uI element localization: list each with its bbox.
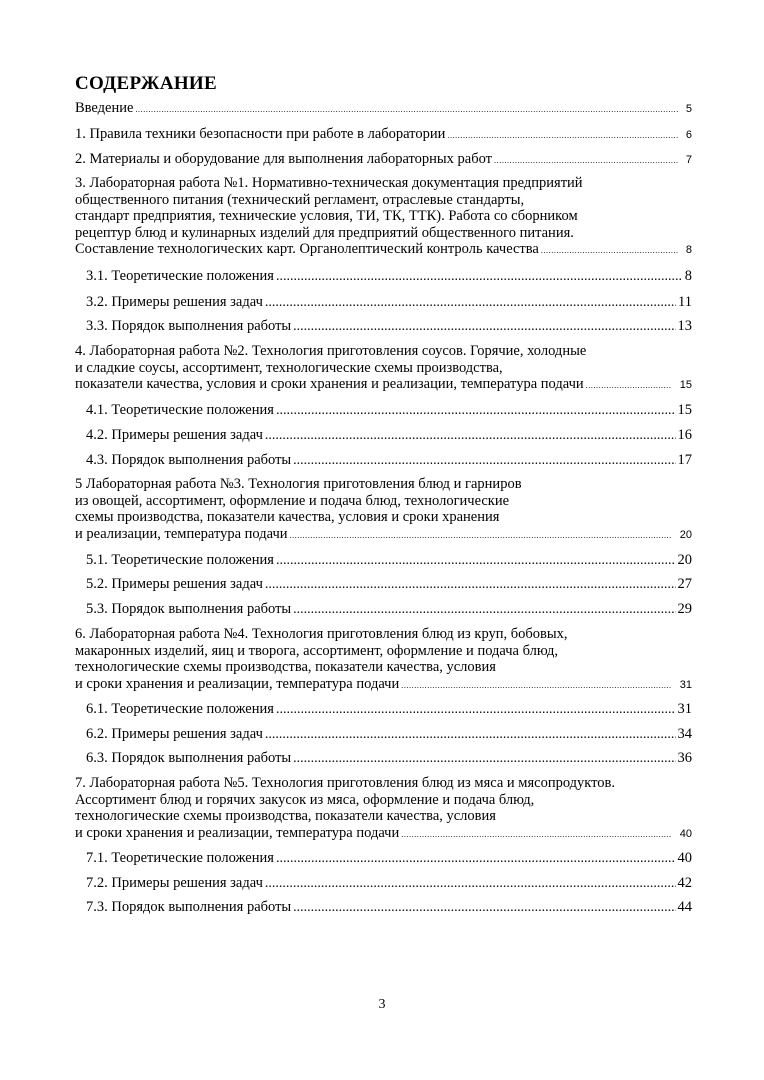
toc-entry-label: и сроки хранения и реализации, температура подачи: [75, 675, 400, 692]
toc-entry-line: из овощей, ассортимент, оформление и подача блюд, технологические: [75, 492, 510, 509]
toc-entry-label: 4.2. Примеры решения задач: [86, 427, 263, 443]
toc-entry-label: 4.3. Порядок выполнения работы: [86, 452, 292, 468]
dot-leader: [293, 453, 675, 469]
toc-entry-line: макаронных изделий, яиц и творога, ассортимент, оформление и подача блюд,: [75, 642, 558, 659]
toc-entry-page: 8: [685, 244, 692, 257]
toc-entry-label: 7.3. Порядок выполнения работы: [86, 899, 292, 915]
toc-entry-label: Введение: [75, 100, 134, 116]
toc-entry-line: 3. Лабораторная работа №1. Нормативно-техническая документация предприятий: [75, 175, 583, 191]
dot-leader: [447, 131, 678, 140]
toc-entry-section-1[interactable]: [75, 126, 692, 143]
dot-leader: [541, 243, 678, 260]
dot-leader: [276, 851, 676, 867]
toc-entry-section-6-3[interactable]: [86, 750, 692, 767]
toc-entry-section-4-2[interactable]: [86, 427, 692, 444]
dot-leader: [586, 378, 672, 395]
dot-leader: [401, 678, 672, 695]
toc-entry-line: стандарт предприятия, технические условия, ТИ, ТК, ТТК). Работа со сборником: [75, 208, 578, 225]
toc-entry-section-3-3[interactable]: [86, 318, 692, 335]
toc-entry-page: 13: [677, 318, 692, 334]
toc-entry-page: 31: [679, 678, 692, 691]
toc-entry-line: 6. Лабораторная работа №4. Технология приготовления блюд из круп, бобовых,: [75, 626, 568, 642]
toc-entry-page: 8: [684, 268, 692, 284]
toc-entry-page: 40: [677, 850, 692, 866]
toc-entry-line: и сладкие соусы, ассортимент, технологические схемы производства,: [75, 359, 503, 376]
toc-entry-label: показатели качества, условия и сроки хранения и реализации, температура подачи: [75, 376, 584, 393]
toc-entry-label: 5.3. Порядок выполнения работы: [86, 601, 292, 617]
toc-entry-section-5[interactable]: [75, 476, 692, 544]
toc-entry-label: 7.2. Примеры решения задач: [86, 875, 263, 891]
toc-entry-label: и реализации, температура подачи: [75, 525, 288, 542]
toc-entry-page: 27: [677, 576, 692, 592]
toc-entry-page: 20: [677, 552, 692, 568]
toc-entry-page: 42: [677, 875, 692, 891]
dot-leader: [265, 577, 676, 593]
toc-entry-page: 34: [677, 726, 692, 742]
toc-entry-line: 4. Лабораторная работа №2. Технология приготовления соусов. Горячие, холодные: [75, 343, 587, 359]
toc-entry-line: общественного питания (технический регламент, отраслевые стандарты,: [75, 191, 525, 208]
dot-leader: [265, 295, 676, 311]
dot-leader: [293, 602, 675, 618]
toc-entry-section-4[interactable]: [75, 343, 692, 395]
toc-entry-line: схемы производства, показатели качества, условия и сроки хранения: [75, 509, 500, 526]
toc-entry-label: 6.2. Примеры решения задач: [86, 726, 263, 742]
toc-entry-section-7-3[interactable]: [86, 899, 692, 916]
toc-entry-section-2[interactable]: [75, 151, 692, 168]
dot-leader: [265, 727, 676, 743]
toc-entry-section-3-2[interactable]: [86, 294, 692, 311]
toc-entry-page: 40: [679, 827, 692, 840]
toc-entry-page: 7: [685, 154, 692, 166]
toc-entry-section-3[interactable]: [75, 175, 692, 260]
dot-leader: [494, 156, 678, 165]
toc-entry-page: 6: [685, 129, 692, 141]
dot-leader: [265, 876, 676, 892]
toc-entry-section-7-2[interactable]: [86, 875, 692, 892]
dot-leader: [265, 428, 676, 444]
toc-entry-line: Ассортимент блюд и горячих закусок из мяса, оформление и подача блюд,: [75, 791, 535, 808]
toc-entry-section-6-1[interactable]: [86, 701, 692, 718]
toc-entry-label: и сроки хранения и реализации, температура подачи: [75, 824, 400, 841]
toc-entry-intro[interactable]: [75, 100, 692, 117]
toc-title: СОДЕРЖАНИЕ: [75, 73, 217, 94]
toc-entry-section-4-1[interactable]: [86, 402, 692, 419]
dot-leader: [293, 751, 675, 767]
toc-entry-section-6-2[interactable]: [86, 726, 692, 743]
toc-entry-page: 5: [685, 103, 692, 115]
toc-entry-label: 1. Правила техники безопасности при работе в лаборатории: [75, 126, 446, 142]
toc-entry-label: 7.1. Теоретические положения: [86, 850, 274, 866]
toc-entry-line: технологические схемы производства, показатели качества, условия: [75, 808, 496, 825]
toc-entry-label: 4.1. Теоретические положения: [86, 402, 274, 418]
toc-entry-section-5-2[interactable]: [86, 576, 692, 593]
toc-entry-section-4-3[interactable]: [86, 452, 692, 469]
dot-leader: [276, 553, 676, 569]
toc-entry-label: 6.3. Порядок выполнения работы: [86, 750, 292, 766]
dot-leader: [276, 702, 676, 718]
toc-entry-line: рецептур блюд и кулинарных изделий для предприятий общественного питания.: [75, 224, 574, 241]
toc-entry-section-5-3[interactable]: [86, 601, 692, 618]
toc-entry-page: 17: [677, 452, 692, 468]
toc-entry-label: 3.2. Примеры решения задач: [86, 294, 263, 310]
toc-entry-section-5-1[interactable]: [86, 552, 692, 569]
toc-entry-label: 3.1. Теоретические положения: [86, 268, 274, 284]
toc-entry-page: 20: [679, 528, 692, 541]
toc-entry-page: 36: [677, 750, 692, 766]
toc-entry-section-7-1[interactable]: [86, 850, 692, 867]
toc-entry-page: 15: [677, 402, 692, 418]
toc-entry-page: 16: [677, 427, 692, 443]
dot-leader: [401, 827, 672, 844]
toc-entry-page: 15: [679, 379, 692, 392]
toc-entry-section-3-1[interactable]: [86, 268, 692, 285]
dot-leader: [135, 105, 677, 114]
toc-entry-page: 29: [677, 601, 692, 617]
toc-entry-section-6[interactable]: [75, 626, 692, 694]
dot-leader: [293, 319, 675, 335]
toc-entry-line: 7. Лабораторная работа №5. Технология приготовления блюд из мяса и мясопродуктов.: [75, 775, 616, 791]
dot-leader: [276, 269, 683, 285]
toc-entry-line: 5 Лабораторная работа №3. Технология приготовления блюд и гарниров: [75, 476, 522, 492]
toc-entry-section-7[interactable]: [75, 775, 692, 843]
dot-leader: [276, 403, 676, 419]
toc-entry-page: 44: [677, 899, 692, 915]
toc-entry-label: 2. Материалы и оборудование для выполнения лабораторных работ: [75, 151, 493, 167]
dot-leader: [293, 900, 675, 916]
toc-entry-label: Составление технологических карт. Органолептический контроль качества: [75, 241, 539, 258]
toc-entry-label: 5.2. Примеры решения задач: [86, 576, 263, 592]
toc-entry-label: 3.3. Порядок выполнения работы: [86, 318, 292, 334]
toc-entry-label: 5.1. Теоретические положения: [86, 552, 274, 568]
toc-entry-page: 11: [678, 294, 692, 310]
page-number: 3: [378, 997, 386, 1012]
toc-entry-page: 31: [677, 701, 692, 717]
toc-entry-label: 6.1. Теоретические положения: [86, 701, 274, 717]
toc-entry-line: технологические схемы производства, показатели качества, условия: [75, 659, 496, 676]
dot-leader: [290, 528, 672, 545]
